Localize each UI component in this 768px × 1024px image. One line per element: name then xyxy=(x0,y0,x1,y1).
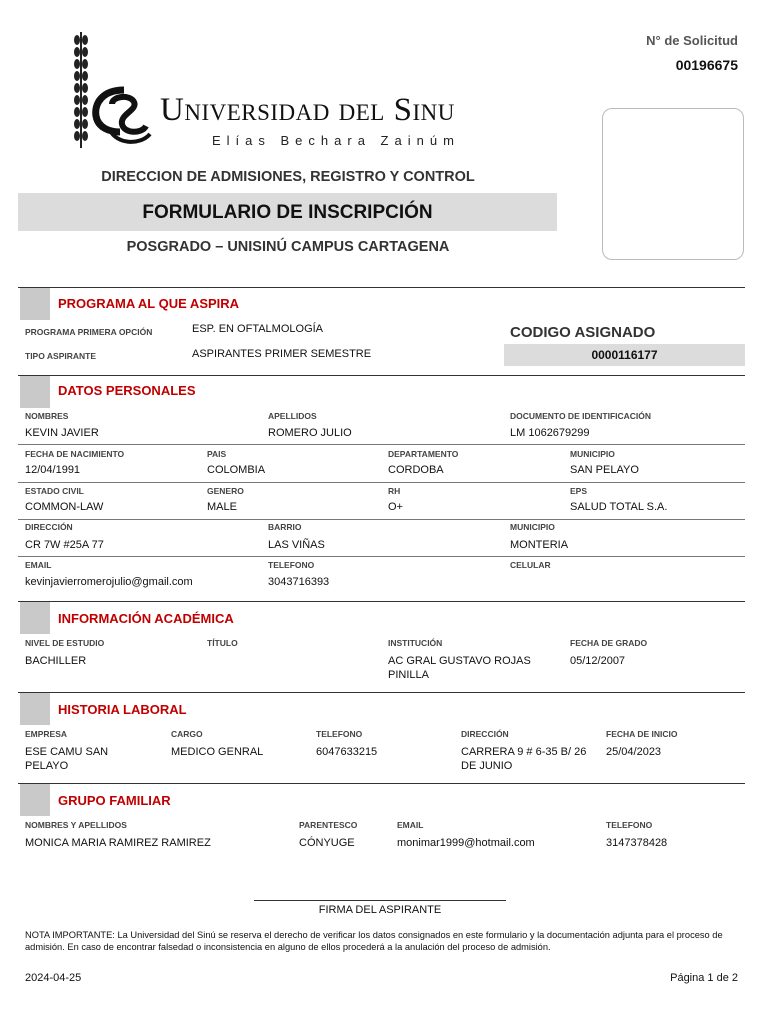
section-title-academica: INFORMACIÓN ACADÉMICA xyxy=(58,611,234,626)
familiar-nombres-label: NOMBRES Y APELLIDOS xyxy=(25,820,127,830)
titulo-label: TÍTULO xyxy=(207,638,238,648)
tipo-aspirante-value: ASPIRANTES PRIMER SEMESTRE xyxy=(192,348,372,360)
solicitud-label: N° de Solicitud xyxy=(646,33,738,48)
section-divider xyxy=(18,287,745,288)
fecha-inicio-label: FECHA DE INICIO xyxy=(606,729,678,739)
eps-label: EPS xyxy=(570,486,588,496)
signature-line xyxy=(254,900,506,901)
nacimiento-value: 12/04/1991 xyxy=(25,464,81,476)
apellidos-value: ROMERO JULIO xyxy=(268,427,352,439)
fecha-grado-label: FECHA DE GRADO xyxy=(570,638,648,648)
parentesco-label: PARENTESCO xyxy=(299,820,358,830)
section-divider xyxy=(18,375,745,376)
important-note: NOTA IMPORTANTE: La Universidad del Sinú se reserva el derecho de verificar los datos consignados en este formulario y la documentación adjunta para el proceso de admisión. En caso de encontrar falsedad o inconsistencia en alguno de ellos procederá a la anulación del proceso de admisión. xyxy=(25,930,723,952)
direccion-laboral-label: DIRECCIÓN xyxy=(461,729,509,739)
genero-label: GENERO xyxy=(207,486,244,496)
page-number: Página 1 de 2 xyxy=(670,972,738,984)
cargo-value: MEDICO GENRAL xyxy=(171,746,264,758)
programa-primera-label: PROGRAMA PRIMERA OPCIÓN xyxy=(25,327,153,337)
codigo-value: 0000116177 xyxy=(504,344,745,366)
estado-civil-value: COMMON-LAW xyxy=(25,501,104,513)
departamento-label: DEPARTAMENTO xyxy=(388,449,459,459)
empresa-label: EMPRESA xyxy=(25,729,68,739)
university-subtitle: Elías Bechara Zainúm xyxy=(212,133,460,148)
section-marker xyxy=(20,784,50,816)
rh-label: RH xyxy=(388,486,401,496)
email-value: kevinjavierromerojulio@gmail.com xyxy=(25,576,193,588)
university-seal-icon xyxy=(90,86,160,148)
section-divider xyxy=(18,783,745,784)
section-divider xyxy=(18,601,745,602)
apellidos-label: APELLIDOS xyxy=(268,411,317,421)
familiar-nombres-value: MONICA MARIA RAMIREZ RAMIREZ xyxy=(25,837,211,849)
fecha-grado-value: 05/12/2007 xyxy=(570,655,626,667)
section-marker xyxy=(20,288,50,320)
programa-primera-value: ESP. EN OFTALMOLOGÍA xyxy=(192,323,324,335)
documento-value: LM 1062679299 xyxy=(510,427,590,439)
row-divider xyxy=(18,444,745,445)
telefono-laboral-value: 6047633215 xyxy=(316,746,378,758)
email-label: EMAIL xyxy=(25,560,52,570)
section-marker xyxy=(20,602,50,634)
section-title-programa: PROGRAMA AL QUE ASPIRA xyxy=(58,296,240,311)
print-date: 2024-04-25 xyxy=(25,972,82,984)
familiar-telefono-label: TELEFONO xyxy=(606,820,653,830)
pais-value: COLOMBIA xyxy=(207,464,266,476)
signature-label: FIRMA DEL ASPIRANTE xyxy=(318,904,442,916)
familiar-email-value: monimar1999@hotmail.com xyxy=(397,837,535,849)
eps-value: SALUD TOTAL S.A. xyxy=(570,501,668,513)
rh-value: O+ xyxy=(388,501,403,513)
documento-label: DOCUMENTO DE IDENTIFICACIÓN xyxy=(510,411,652,421)
solicitud-number: 00196675 xyxy=(675,57,738,73)
section-title-personales: DATOS PERSONALES xyxy=(58,383,196,398)
section-title-familiar: GRUPO FAMILIAR xyxy=(58,793,171,808)
nivel-estudio-label: NIVEL DE ESTUDIO xyxy=(25,638,105,648)
section-marker xyxy=(20,693,50,725)
barrio-value: LAS VIÑAS xyxy=(268,539,325,551)
row-divider xyxy=(18,519,745,520)
direccion-label: DIRECCIÓN xyxy=(25,522,73,532)
estado-civil-label: ESTADO CIVIL xyxy=(25,486,84,496)
municipio-label: MUNICIPIO xyxy=(570,449,615,459)
municipio-residencia-label: MUNICIPIO xyxy=(510,522,555,532)
direccion-heading: DIRECCION DE ADMISIONES, REGISTRO Y CONTROL xyxy=(101,169,475,185)
row-divider xyxy=(18,482,745,483)
fecha-inicio-value: 25/04/2023 xyxy=(606,746,662,758)
direccion-laboral-value: CARRERA 9 # 6-35 B/ 26 DE JUNIO xyxy=(461,746,587,772)
barrio-label: BARRIO xyxy=(268,522,302,532)
telefono-value: 3043716393 xyxy=(268,576,330,588)
institucion-label: INSTITUCIÓN xyxy=(388,638,443,648)
section-marker xyxy=(20,376,50,408)
empresa-value: ESE CAMU SAN PELAYO xyxy=(25,746,109,772)
celular-label: CELULAR xyxy=(510,560,551,570)
parentesco-value: CÓNYUGE xyxy=(299,837,355,849)
nivel-estudio-value: BACHILLER xyxy=(25,655,87,667)
institucion-value: AC GRAL GUSTAVO ROJAS PINILLA xyxy=(388,655,531,681)
nacimiento-label: FECHA DE NACIMIENTO xyxy=(25,449,125,459)
nombres-value: KEVIN JAVIER xyxy=(25,427,99,439)
direccion-value: CR 7W #25A 77 xyxy=(25,539,104,551)
codigo-label: CODIGO ASIGNADO xyxy=(510,324,656,341)
form-title: FORMULARIO DE INSCRIPCIÓN xyxy=(18,193,557,231)
posgrado-heading: POSGRADO – UNISINÚ CAMPUS CARTAGENA xyxy=(126,239,450,255)
municipio-residencia-value: MONTERIA xyxy=(510,539,569,551)
genero-value: MALE xyxy=(207,501,237,513)
familiar-email-label: EMAIL xyxy=(397,820,424,830)
tipo-aspirante-label: TIPO ASPIRANTE xyxy=(25,351,96,361)
nombres-label: NOMBRES xyxy=(25,411,69,421)
familiar-telefono-value: 3147378428 xyxy=(606,837,668,849)
telefono-label: TELEFONO xyxy=(268,560,315,570)
section-divider xyxy=(18,692,745,693)
telefono-laboral-label: TELEFONO xyxy=(316,729,363,739)
university-name: Universidad del Sinu xyxy=(160,92,455,128)
section-title-laboral: HISTORIA LABORAL xyxy=(58,702,187,717)
row-divider xyxy=(18,556,745,557)
cargo-label: CARGO xyxy=(171,729,203,739)
departamento-value: CORDOBA xyxy=(388,464,444,476)
photo-placeholder xyxy=(602,108,744,260)
municipio-value: SAN PELAYO xyxy=(570,464,639,476)
pais-label: PAIS xyxy=(207,449,227,459)
